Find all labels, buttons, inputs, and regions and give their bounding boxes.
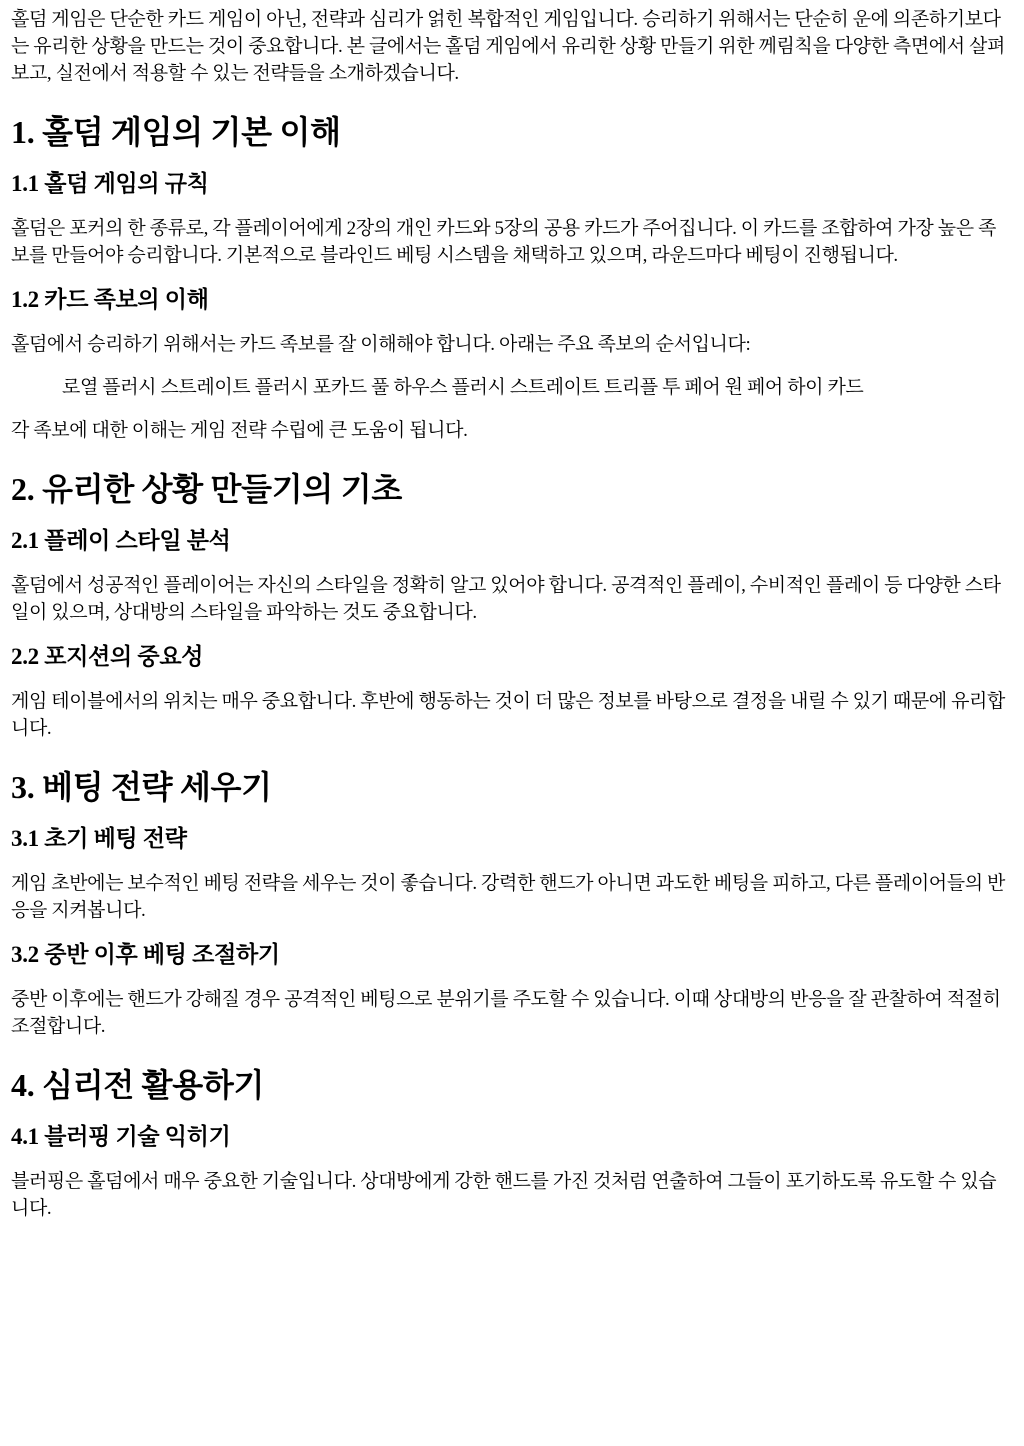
intro-paragraph: 홀덤 게임은 단순한 카드 게임이 아닌, 전략과 심리가 얽힌 복합적인 게임입니다. 승리하기 위해서는 단순히 운에 의존하기보다는 유리한 상황을 만드는 것이 중요합니다. 본 글에서는 홀덤 게임에서 유리한 상황 만들기 위한 께림칙을 다양한 측면에서 살펴보고, 실전에서 적용할 수 있는 전략들을 소개하겠습니다.	[11, 9, 1005, 84]
paragraph-1-1: 홀덤은 포커의 한 종류로, 각 플레이어에게 2장의 개인 카드와 5장의 공용 카드가 주어집니다. 이 카드를 조합하여 가장 높은 족보를 만들어야 승리합니다. 기본적으로 블라인드 베팅 시스템을 채택하고 있으며, 라운드마다 베팅이 진행됩니다.	[11, 218, 996, 266]
paragraph-2-1: 홀덤에서 성공적인 플레이어는 자신의 스타일을 정확히 알고 있어야 합니다. 공격적인 플레이, 수비적인 플레이 등 다양한 스타일이 있으며, 상대방의 스타일을 파악하는 것도 중요합니다.	[11, 575, 1001, 623]
hand-rankings-quote: 로열 플러시 스트레이트 플러시 포카드 풀 하우스 플러시 스트레이트 트리플 투 페어 원 페어 하이 카드	[62, 377, 864, 398]
subsection-heading-4-1: 4.1 블러핑 기술 익히기	[11, 1124, 231, 1149]
subsection-heading-2-2: 2.2 포지션의 중요성	[11, 644, 204, 669]
paragraph-1-2-after: 각 족보에 대한 이해는 게임 전략 수립에 큰 도움이 됩니다.	[11, 420, 468, 441]
subsection-heading-2-1: 2.1 플레이 스타일 분석	[11, 528, 231, 553]
section-heading-2: 2. 유리한 상황 만들기의 기초	[11, 471, 402, 507]
subsection-heading-1-1: 1.1 홀덤 게임의 규칙	[11, 171, 209, 196]
paragraph-3-1: 게임 초반에는 보수적인 베팅 전략을 세우는 것이 좋습니다. 강력한 핸드가 아니면 과도한 베팅을 피하고, 다른 플레이어들의 반응을 지켜봅니다.	[11, 873, 1005, 921]
paragraph-1-2: 홀덤에서 승리하기 위해서는 카드 족보를 잘 이해해야 합니다. 아래는 주요 족보의 순서입니다:	[11, 334, 751, 355]
paragraph-4-1: 블러핑은 홀덤에서 매우 중요한 기술입니다. 상대방에게 강한 핸드를 가진 것처럼 연출하여 그들이 포기하도록 유도할 수 있습니다.	[11, 1171, 997, 1219]
subsection-heading-1-2: 1.2 카드 족보의 이해	[11, 287, 209, 312]
paragraph-2-2: 게임 테이블에서의 위치는 매우 중요합니다. 후반에 행동하는 것이 더 많은 정보를 바탕으로 결정을 내릴 수 있기 때문에 유리합니다.	[11, 691, 1005, 739]
paragraph-3-2: 중반 이후에는 핸드가 강해질 경우 공격적인 베팅으로 분위기를 주도할 수 있습니다. 이때 상대방의 반응을 잘 관찰하여 적절히 조절합니다.	[11, 989, 1001, 1037]
subsection-heading-3-1: 3.1 초기 베팅 전략	[11, 826, 187, 851]
section-heading-1: 1. 홀덤 게임의 기본 이해	[11, 114, 341, 150]
section-heading-3: 3. 베팅 전략 세우기	[11, 769, 272, 805]
section-heading-4: 4. 심리전 활용하기	[11, 1067, 265, 1103]
subsection-heading-3-2: 3.2 중반 이후 베팅 조절하기	[11, 942, 280, 967]
